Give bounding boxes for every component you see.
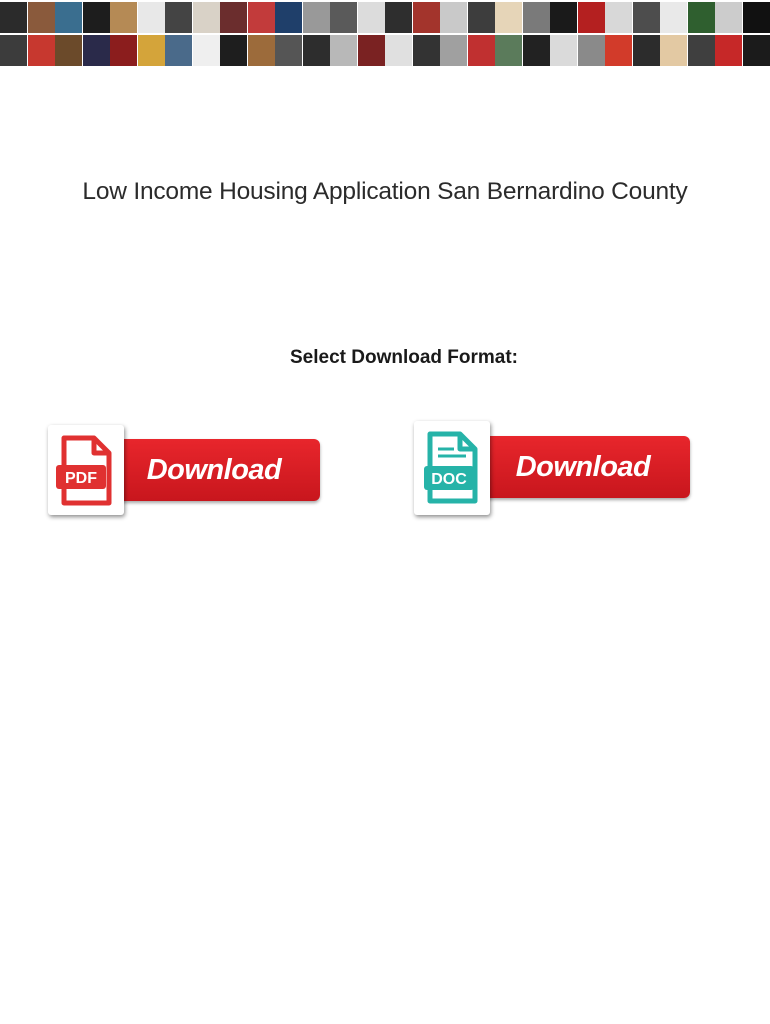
page-title: Low Income Housing Application San Bernardino County [82,178,688,205]
album-cover-thumbnail [605,35,632,66]
album-cover-thumbnail [660,2,687,33]
album-cover-thumbnail [440,2,467,33]
album-cover-thumbnail [275,2,302,33]
album-cover-thumbnail [330,35,357,66]
album-cover-thumbnail [358,2,385,33]
album-cover-thumbnail [495,35,522,66]
album-cover-thumbnail [28,2,55,33]
album-cover-thumbnail [523,35,550,66]
doc-icon-text: DOC [431,471,467,488]
album-cover-thumbnail [688,35,715,66]
album-cover-thumbnail [550,2,577,33]
album-cover-thumbnail [28,35,55,66]
album-cover-thumbnail [715,35,742,66]
pdf-download-label: Download [146,453,282,486]
album-cover-thumbnail [248,35,275,66]
album-cover-thumbnail [110,35,137,66]
album-cover-thumbnail [220,2,247,33]
pdf-file-icon [48,425,124,515]
album-cover-thumbnail [633,2,660,33]
album-cover-thumbnail [440,35,467,66]
album-cover-thumbnail [715,2,742,33]
album-cover-thumbnail [413,35,440,66]
album-cover-thumbnail [550,35,577,66]
album-cover-thumbnail [0,35,27,66]
album-cover-thumbnail [138,35,165,66]
doc-download-button[interactable] [414,421,692,516]
album-cover-thumbnail [413,2,440,33]
album-cover-thumbnail [220,35,247,66]
album-cover-thumbnail [468,2,495,33]
doc-icon-card[interactable] [414,421,490,515]
album-cover-thumbnail [688,2,715,33]
album-cover-thumbnail [165,35,192,66]
album-cover-thumbnail [468,35,495,66]
album-cover-thumbnail [385,2,412,33]
album-cover-thumbnail [578,35,605,66]
pdf-download-button[interactable] [48,425,322,517]
album-cover-thumbnail [743,35,770,66]
select-format-label: Select Download Format: [289,347,519,368]
album-cover-thumbnail [248,2,275,33]
album-cover-thumbnail [633,35,660,66]
album-cover-thumbnail [55,2,82,33]
album-cover-thumbnail [358,35,385,66]
album-cover-thumbnail [55,35,82,66]
album-cover-thumbnail [303,35,330,66]
album-cover-thumbnail [523,2,550,33]
album-cover-thumbnail [578,2,605,33]
album-cover-thumbnail [385,35,412,66]
album-cover-thumbnail [660,35,687,66]
doc-file-icon [414,421,490,515]
album-cover-thumbnail [165,2,192,33]
album-cover-thumbnail [605,2,632,33]
album-cover-thumbnail [275,35,302,66]
album-cover-thumbnail [330,2,357,33]
album-cover-thumbnail [193,2,220,33]
album-cover-thumbnail [743,2,770,33]
album-cover-thumbnail [303,2,330,33]
pdf-icon-text: PDF [65,470,97,487]
pdf-download-bar[interactable] [108,439,320,501]
album-cover-thumbnail [110,2,137,33]
album-cover-thumbnail [0,2,27,33]
album-cover-thumbnail [138,2,165,33]
album-cover-thumbnail [83,35,110,66]
album-cover-banner [0,0,770,66]
pdf-icon-card[interactable] [48,425,124,515]
doc-download-bar[interactable] [476,436,690,498]
album-cover-thumbnail [83,2,110,33]
album-cover-thumbnail [495,2,522,33]
doc-download-label: Download [515,450,651,483]
album-cover-thumbnail [193,35,220,66]
